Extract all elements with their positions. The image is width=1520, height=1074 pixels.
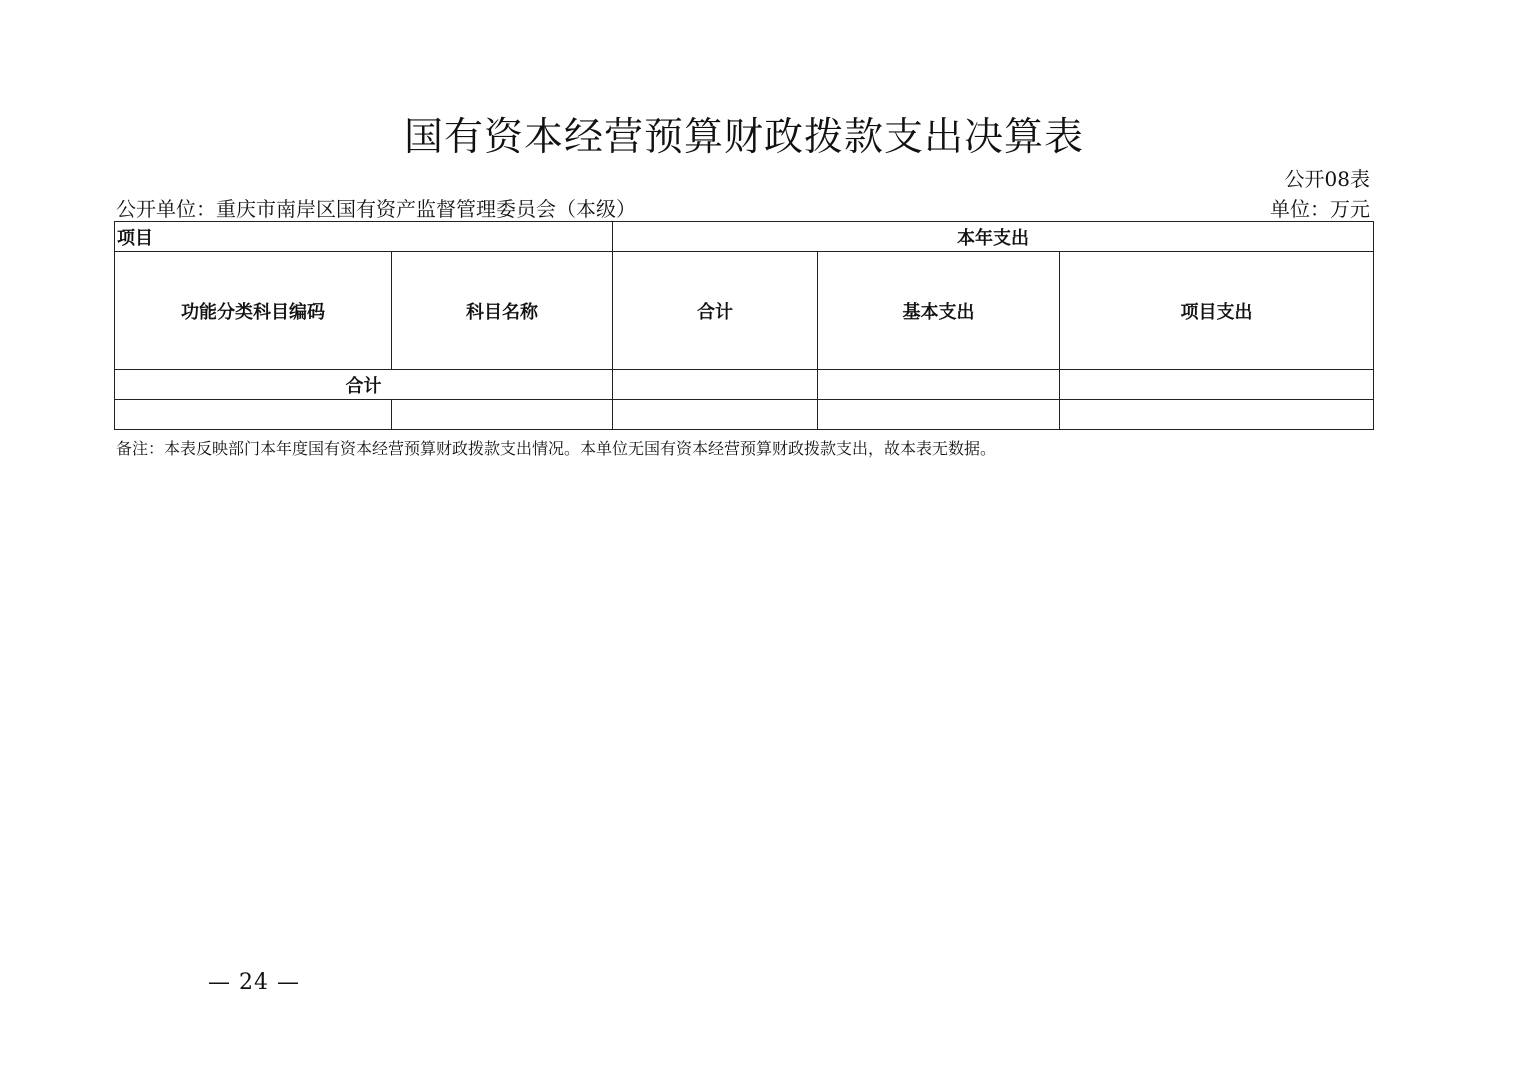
row-basic-cell bbox=[818, 400, 1060, 430]
col-header-total: 合计 bbox=[613, 252, 818, 370]
row-project-cell bbox=[1060, 400, 1374, 430]
row-code-cell bbox=[115, 400, 392, 430]
form-number: 公开08表 bbox=[1284, 167, 1370, 191]
row-total-cell bbox=[613, 400, 818, 430]
page-title: 国有资本经营预算财政拨款支出决算表 bbox=[403, 115, 1084, 160]
col-header-name: 科目名称 bbox=[392, 252, 613, 370]
publishing-unit: 公开单位：重庆市南岸区国有资产监督管理委员会（本级） bbox=[116, 197, 636, 221]
total-label: 合计 bbox=[115, 370, 613, 400]
table-note: 备注：本表反映部门本年度国有资本经营预算财政拨款支出情况。本单位无国有资本经营预算财政拨款支出，故本表无数据。 bbox=[116, 439, 997, 458]
table-header-row-2 bbox=[115, 252, 1374, 370]
table-row bbox=[115, 400, 1374, 430]
col-header-code: 功能分类科目编码 bbox=[115, 252, 392, 370]
col-header-project: 项目支出 bbox=[1060, 252, 1374, 370]
total-sum-cell bbox=[613, 370, 818, 400]
unit-row bbox=[116, 193, 1370, 222]
header-item: 项目 bbox=[115, 222, 613, 252]
header-current-year: 本年支出 bbox=[613, 222, 1374, 252]
currency-unit: 单位：万元 bbox=[1270, 197, 1370, 221]
expenditure-table bbox=[114, 221, 1374, 430]
table-header-row-1 bbox=[115, 222, 1374, 252]
col-header-basic: 基本支出 bbox=[818, 252, 1060, 370]
total-project-cell bbox=[1060, 370, 1374, 400]
page-number: — 24 — bbox=[208, 970, 300, 995]
total-row bbox=[115, 370, 1374, 400]
total-basic-cell bbox=[818, 370, 1060, 400]
row-name-cell bbox=[392, 400, 613, 430]
